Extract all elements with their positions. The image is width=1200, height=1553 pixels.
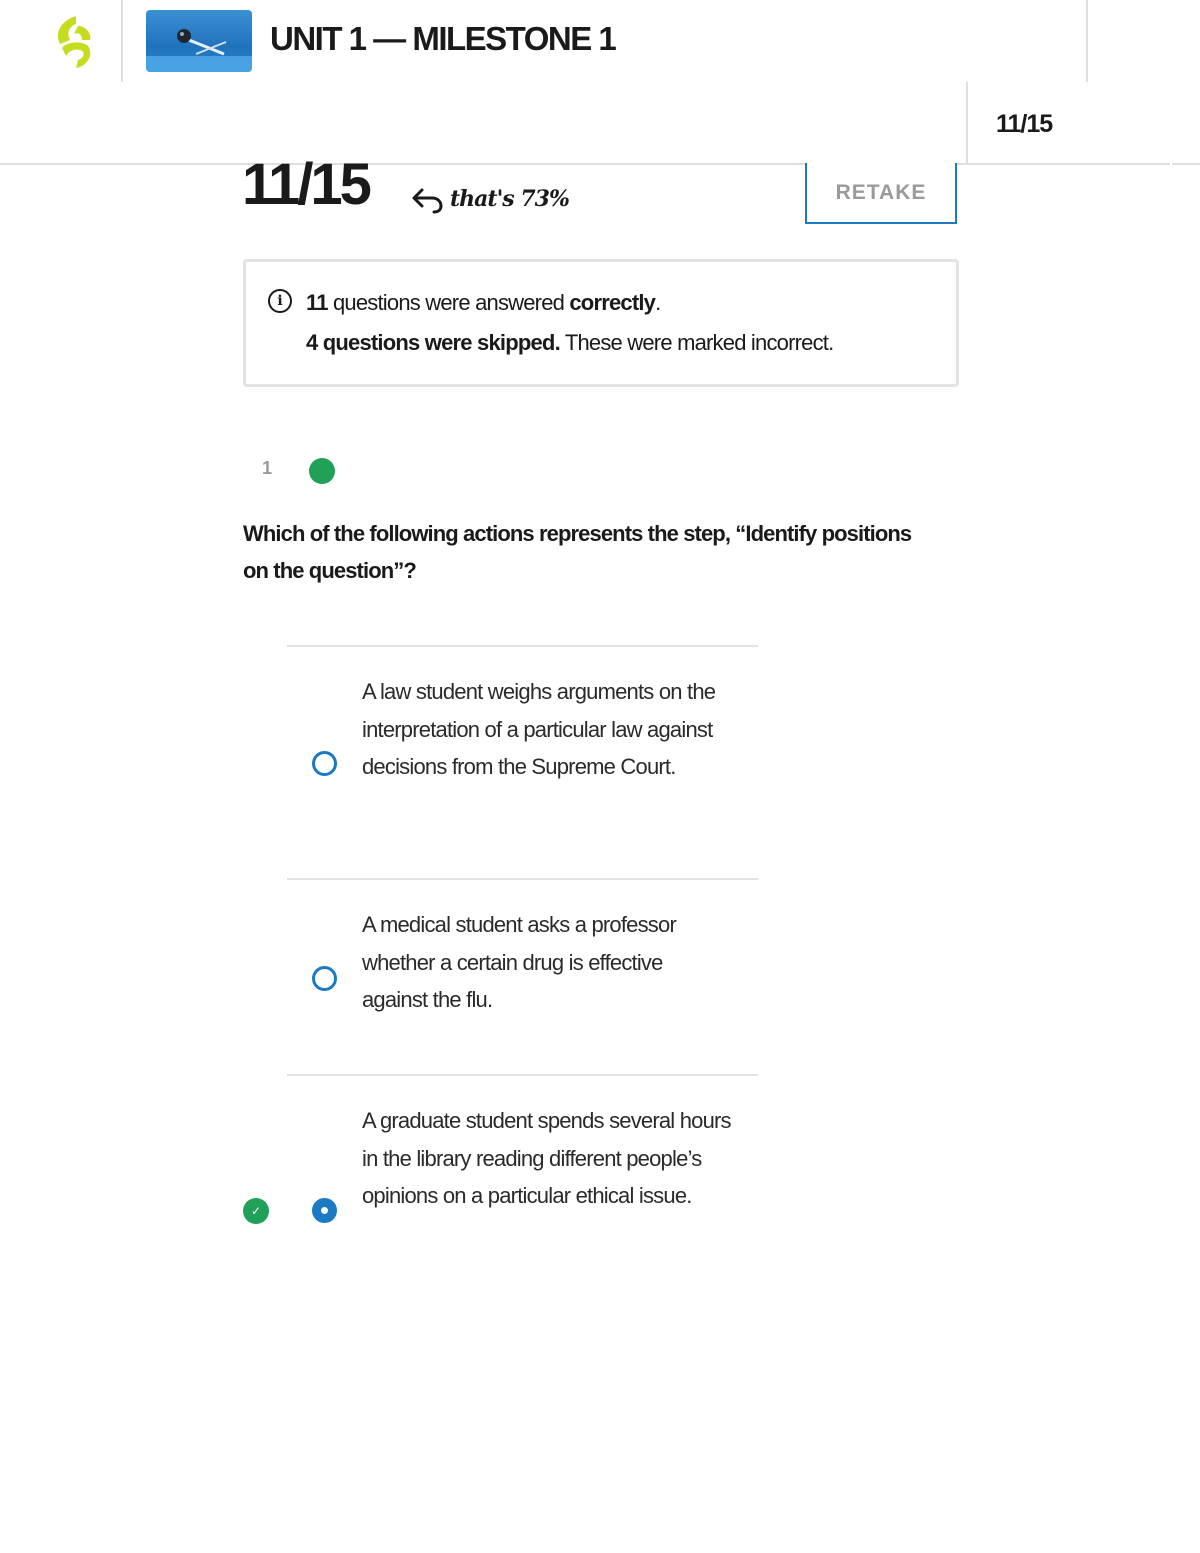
check-icon: ✓ (243, 1198, 269, 1224)
question-text: Which of the following actions represents the step, “Identify positions on the question”? (243, 521, 912, 583)
percent-note: that's 73% (450, 186, 569, 212)
info-skipped-line (306, 330, 833, 356)
answer-2-text[interactable]: A medical student asks a professor whether a certain drug is effective against the flu. (362, 912, 676, 1012)
info-correct-line (306, 290, 660, 316)
correct-keyword: correctly (569, 290, 656, 315)
skipped-keyword: skipped. (477, 330, 560, 355)
answer-2-radio[interactable] (312, 966, 337, 991)
page-title: UNIT 1 — MILESTONE 1 (270, 20, 616, 57)
correct-count: 11 (306, 290, 328, 315)
correct-end: . (655, 290, 661, 315)
answer-divider (287, 645, 758, 647)
correct-text: questions were answered (332, 290, 565, 315)
unit-thumbnail (146, 10, 252, 72)
retake-button[interactable]: RETAKE (805, 163, 957, 224)
sophia-logo-icon[interactable] (52, 14, 100, 70)
skipped-text: questions were (322, 330, 472, 355)
answer-1-text[interactable]: A law student weighs arguments on the interpretation of a particular law against decisions from the Supreme Court. (362, 679, 716, 779)
question-number: 1 (262, 458, 273, 478)
question-status-correct (309, 458, 335, 484)
answer-1-radio[interactable] (312, 751, 337, 776)
score-summary: 11/15 (996, 110, 1053, 138)
answer-divider (287, 878, 758, 880)
score-panel-divider (966, 82, 968, 164)
results-info-box (243, 259, 959, 387)
answer-3-radio-selected[interactable] (312, 1198, 337, 1223)
header-divider (121, 0, 123, 82)
thumbnail-image (146, 10, 252, 72)
header-bottom-border-end (1172, 163, 1200, 165)
answer-3-text[interactable]: A graduate student spends several hours in the library reading different people’s opinions on a particular ethical issue. (362, 1108, 731, 1208)
header-bottom-border (0, 163, 1170, 165)
skipped-end: These were marked incorrect. (564, 330, 834, 355)
header-right-divider (1086, 0, 1088, 82)
score-value: 11/15 (242, 152, 369, 217)
curved-arrow-icon (410, 186, 444, 214)
skipped-count: 4 (306, 330, 318, 355)
info-icon: i (268, 289, 292, 313)
answer-divider (287, 1074, 758, 1076)
